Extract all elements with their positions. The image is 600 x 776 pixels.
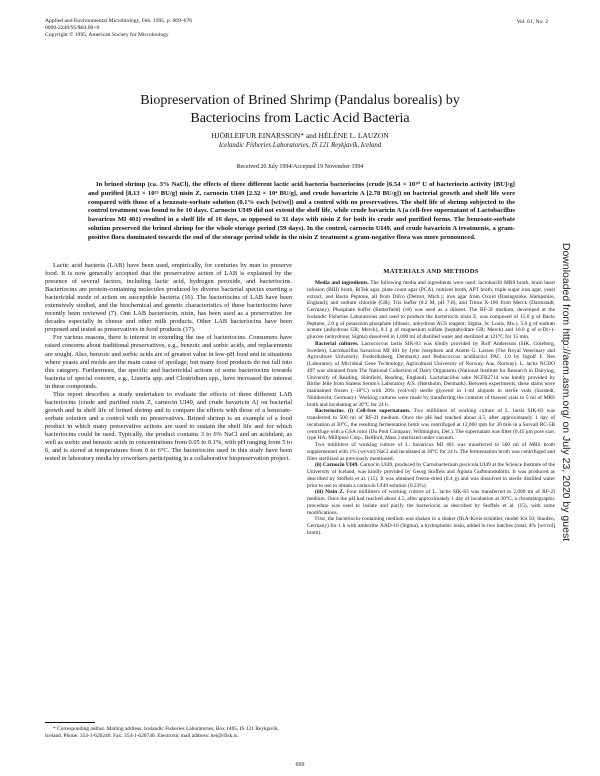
volume-number: Vol. 61, No. 2 xyxy=(516,19,548,25)
title-line-2: Bacteriocins from Lactic Acid Bacteria xyxy=(190,111,410,126)
paragraph-heading: Bacterial cultures. xyxy=(315,340,359,347)
paragraph-heading: (iii) Nisin Z. xyxy=(315,489,345,496)
issn-line: 0099-2240/95/$04.00+0 xyxy=(45,25,100,31)
paragraph-heading: (ii) Carnocin UI49. xyxy=(315,462,359,469)
received-dates: Received 26 July 1994/Accepted 19 November 1994 xyxy=(236,164,364,170)
footnote-rule xyxy=(45,722,95,723)
corresponding-author-footnote: * Corresponding author. Mailing address: Icelandic Fisheries Laboratories, Box 1405, IS 121 Reykjavík, Iceland. Phone: 354-1-620240. Fax: 354-1-620740. Electronic mail address: hei@rfisk.is. xyxy=(45,726,279,739)
page-number: 669 xyxy=(295,762,305,768)
intro-paragraph-3: This report describes a study undertaken to evaluate the effects of three different LAB bacteriocins (crude and purified nisin Z, carnocin UI49, and crude bavaricin A) on bacterial growth and in shelf life of brined shrimp and to compare the effects with those of a benzoate-sorbate solution and a control with no preservatives. Brined shrimp is an example of a food product in which many preservative actions are used to sustain the shelf life and for which bacteriocins could be used. Typically, the product contains 3 to 6% NaCl and an acidulant, as well as sorbic and benzoic acids in concentrations from 0.05 to 0.1%, with pH ranging from 5 to 6, and is stored at temperatures from 0 to 6°C. The bacteriocins used in this study have been tested in laboratory media by coworkers participating in a collaborative biopreservation project. xyxy=(45,390,292,463)
methods-paragraph-media: Media and ingredients. The following media and ingredients were used: lactobacilli MRS broth, brain heart infusion (BHI) broth, BiTek agar, plate count agar (PCA), nutrient broth, APT broth, triple sugar iron agar, yeast extract, and Bacto Peptone, all from Difco (Detroit, Mich.); iron agar from Oxoid (Basingstoke, Hampshire, England); and sodium chloride (GR), Tris buffer (0.2 M, pH 7.8), and Triton X-100 from Merck (Darmstadt, Germany). Phosphate buffer (Butterfield) (18) was used as a diluent. The RF-2I medium, developed at the Icelandic Fisheries Laboratories and used to produce the bacteriocin nisin Z, was composed of 15.0 g of Bacto Peptone, 2.0 g of potassium phosphate (dibasic, anhydrous ACS reagent; Sigma, St. Louis, Mo.), 5.0 g of sodium acetate (anhydrous GR; Merck), 0.1 g of magnesium sulfate (heptahydrate GR; Merck) and 10.0 g of α-D(+)-glucose (anhydrous; Sigma) dissolved in 1,000 ml of distilled water and sterilized at 121°C for 15 min. xyxy=(307,280,555,341)
download-watermark: Downloaded from http://aem.asm.org/ on July 23, 2020 by guest xyxy=(560,242,572,542)
left-column xyxy=(45,262,292,463)
intro-paragraph-2: For various reasons, there is interest in extending the use of bacteriocins. Consumers have raised concerns about traditional preservatives, e.g., benzoic and sorbic acids, and replacements are sought. Also, benzoic and sorbic acids are of greatest value in low-pH food and in situations where yeasts and molds are the main cause of spoilage, but many food products do not fall into this category. Furthermore, the specific and bactericidal actions of some bacteriocins towards bacteria of special concern, e.g., Listeria spp. and Clostridium spp., have increased the interest in these compounds. xyxy=(45,334,292,390)
methods-paragraph-cultures: Bacterial cultures. Lactococcus lactis SIK-83 was kindly provided by Rolf Andersson (SIK, Göteborg, Sweden), Lactobacillus bavaricus MI 401 by Jytte Josephsen and Anette G. Larsen (The Royal Veterinary and Agriculture University, Frederiksberg, Denmark) and Pediococcus acidilactici PAC 1.0 by Ingolf F. Nes (Laboratory of Microbial Gene Technology, Agricultural University of Norway, Aas, Norway). L. lactis NCDO 497 was obtained from The National Collection of Dairy Organisms (National Institute for Research in Dairying, University of Reading, Shinfield, Reading, England). Lactobacillus sake NCFB2714 was kindly provided by Birthe Jelle from Statens Serum's Laboratory A.S. (Hørsholm, Denmark). Between experiments, these stains were maintained frozen (−18°C) with 20% (vol/vol) sterile glycerol in 1-ml aliquots in sterile vials (Sarstedt, Nümbrecht, Germany). Working cultures were made by transferring the contents of thawed vials to 5 ml of MRS broth and incubating at 30°C for 24 h. xyxy=(307,340,555,408)
author-list: HJÖRLEIFUR EINARSSON* and HÉLÈNE L. LAUZON xyxy=(211,131,389,140)
methods-paragraph-purification: First, the bacteriocin-containing medium was shaken in a shaker (IKA-Kreis-schüttler, model KS 50; Staufen, Germany) for 1 h with amberlite XAD-16 (Sigma), a hydrophobic resin, added in two batches (total, 4% [wt/vol] broth). xyxy=(307,516,555,536)
section-heading: MATERIALS AND METHODS xyxy=(383,268,479,275)
paragraph-heading: Media and ingredients. xyxy=(315,280,369,287)
paragraph-heading: Bacteriocins. (i) Cell-free supernatants. xyxy=(315,408,411,415)
journal-line: Applied and Environmental Microbiology, Feb. 1995, p. 669–676 xyxy=(45,18,193,24)
right-column xyxy=(307,262,555,537)
copyright-line: Copyright © 1995, American Society for Microbiology xyxy=(45,32,169,38)
methods-paragraph-bavaricus: Two milliliters of working culture of L. bavaricus MI 401 was transferred to 500 ml of MRS broth supplemented with 1% (wt/vol) NaCl and incubated at 30°C for 24 h. The fermentation broth was centrifuged and filter sterilized as previously mentioned. xyxy=(307,442,555,462)
affiliation: Icelandic Fisheries Laboratories, IS 121 Reykjavík, Iceland xyxy=(218,142,382,149)
intro-paragraph-1: Lactic acid bacteria (LAB) have been used, empirically, for centuries by man to preserve food. It is now generally accepted that the preservative action of LAB is explained by the presence of several factors, including lactic acid, hydrogen peroxide, and bacteriocins. Bacteriocins are protein-containing molecules produced by diverse bacterial species exerting a bactericidal mode of action on susceptible bacteria (16). The bacteriocins of LAB have been extensively studied, and the biochemical and genetic characteristics of these bacteriocins have recently been reviewed (7). One LAB bacteriocin, nisin, has been used as a preservative for decades especially in cheese and other milk products. Other LAB bacteriocins have been proposed and tested as preservatives in food products (17). xyxy=(45,262,292,334)
methods-paragraph-nisin: (iii) Nisin Z. Four milliliters of working culture of L. lactis SIK-83 was transferred to 2,000 ml of RF-2I medium. Once the pH had reached about 4.5, after approximately 1 day of incubation at 30°C, a chromatographic procedure was used to isolate and purify the bacteriocin as described by Stoffels et al. (15), with some modifications. xyxy=(307,489,555,516)
article-title xyxy=(45,92,555,128)
methods-paragraph-bacteriocins: Bacteriocins. (i) Cell-free supernatants. Two milliliters of working culture of L. lactis SIK-83 was transferred to 500 ml of RF-2I medium. Once the pH had reached about 4.5, after approximately 1 day of incubation at 30°C, the resulting fermentation broth was centrifuged at 12,000 rpm for 30 min in a Sorvall RC-5B centrifuge with a GSA rotor (Du Pont Company, Wilmington, Del.). The supernatant was filter (0.45 μm pore size, type HA; Millipore Corp., Bedford, Mass.) sterilized under vacuum. xyxy=(307,408,555,442)
methods-paragraph-carnocin: (ii) Carnocin UI49. Carnocin UI49, produced by Carnobacterium piscicola UI49 at the Science Institute of the University of Iceland, was kindly provided by Georg Stoffels and Ágústa Guðmundsdóttir. It was produced as described by Stoffels et al. (15). It was obtained freeze-dried (0.4 g) and was dissolved in sterile distilled water prior to use to obtain a carnocin UI49 solution (0.23%). xyxy=(307,462,555,489)
abstract: In brined shrimp (ca. 3% NaCl), the effects of three different lactic acid bacteria bacteriocins (crude [6.54 × 10¹⁰ U of bacteriocin activity {BU}/g] and purified [8.13 × 10²³ BU/g] nisin Z, carnocin UI49 [2.32 × 10⁴ BU/g], and crude bavaricin A [2.78 BU/g]) on bacterial growth and shelf life were compared with those of a benzoate-sorbate solution (0.1% each [wt/wt]) and a control with no preservatives. The shelf life of shrimp subjected to the control treatment was found to be 10 days. Carnocin UI49 did not extend the shelf life, while crude bavaricin A (a cell-free supernatant of Lactobacillus bavaricus MI 401) resulted in a shelf life of 16 days, as opposed to 31 days with nisin Z for both its crude and purified forms. The benzoate-sorbate solution preserved the brined shrimp for the whole storage period (59 days). In the control, carnocin UI49, and crude bavaricin A treatments, a gram-positive flora dominated towards the end of the storage period while in the nisin Z treatment a gram-negative flora was more pronounced. xyxy=(88,181,515,241)
title-line-1: Biopreservation of Brined Shrimp (Pandalus borealis) by xyxy=(140,93,460,108)
